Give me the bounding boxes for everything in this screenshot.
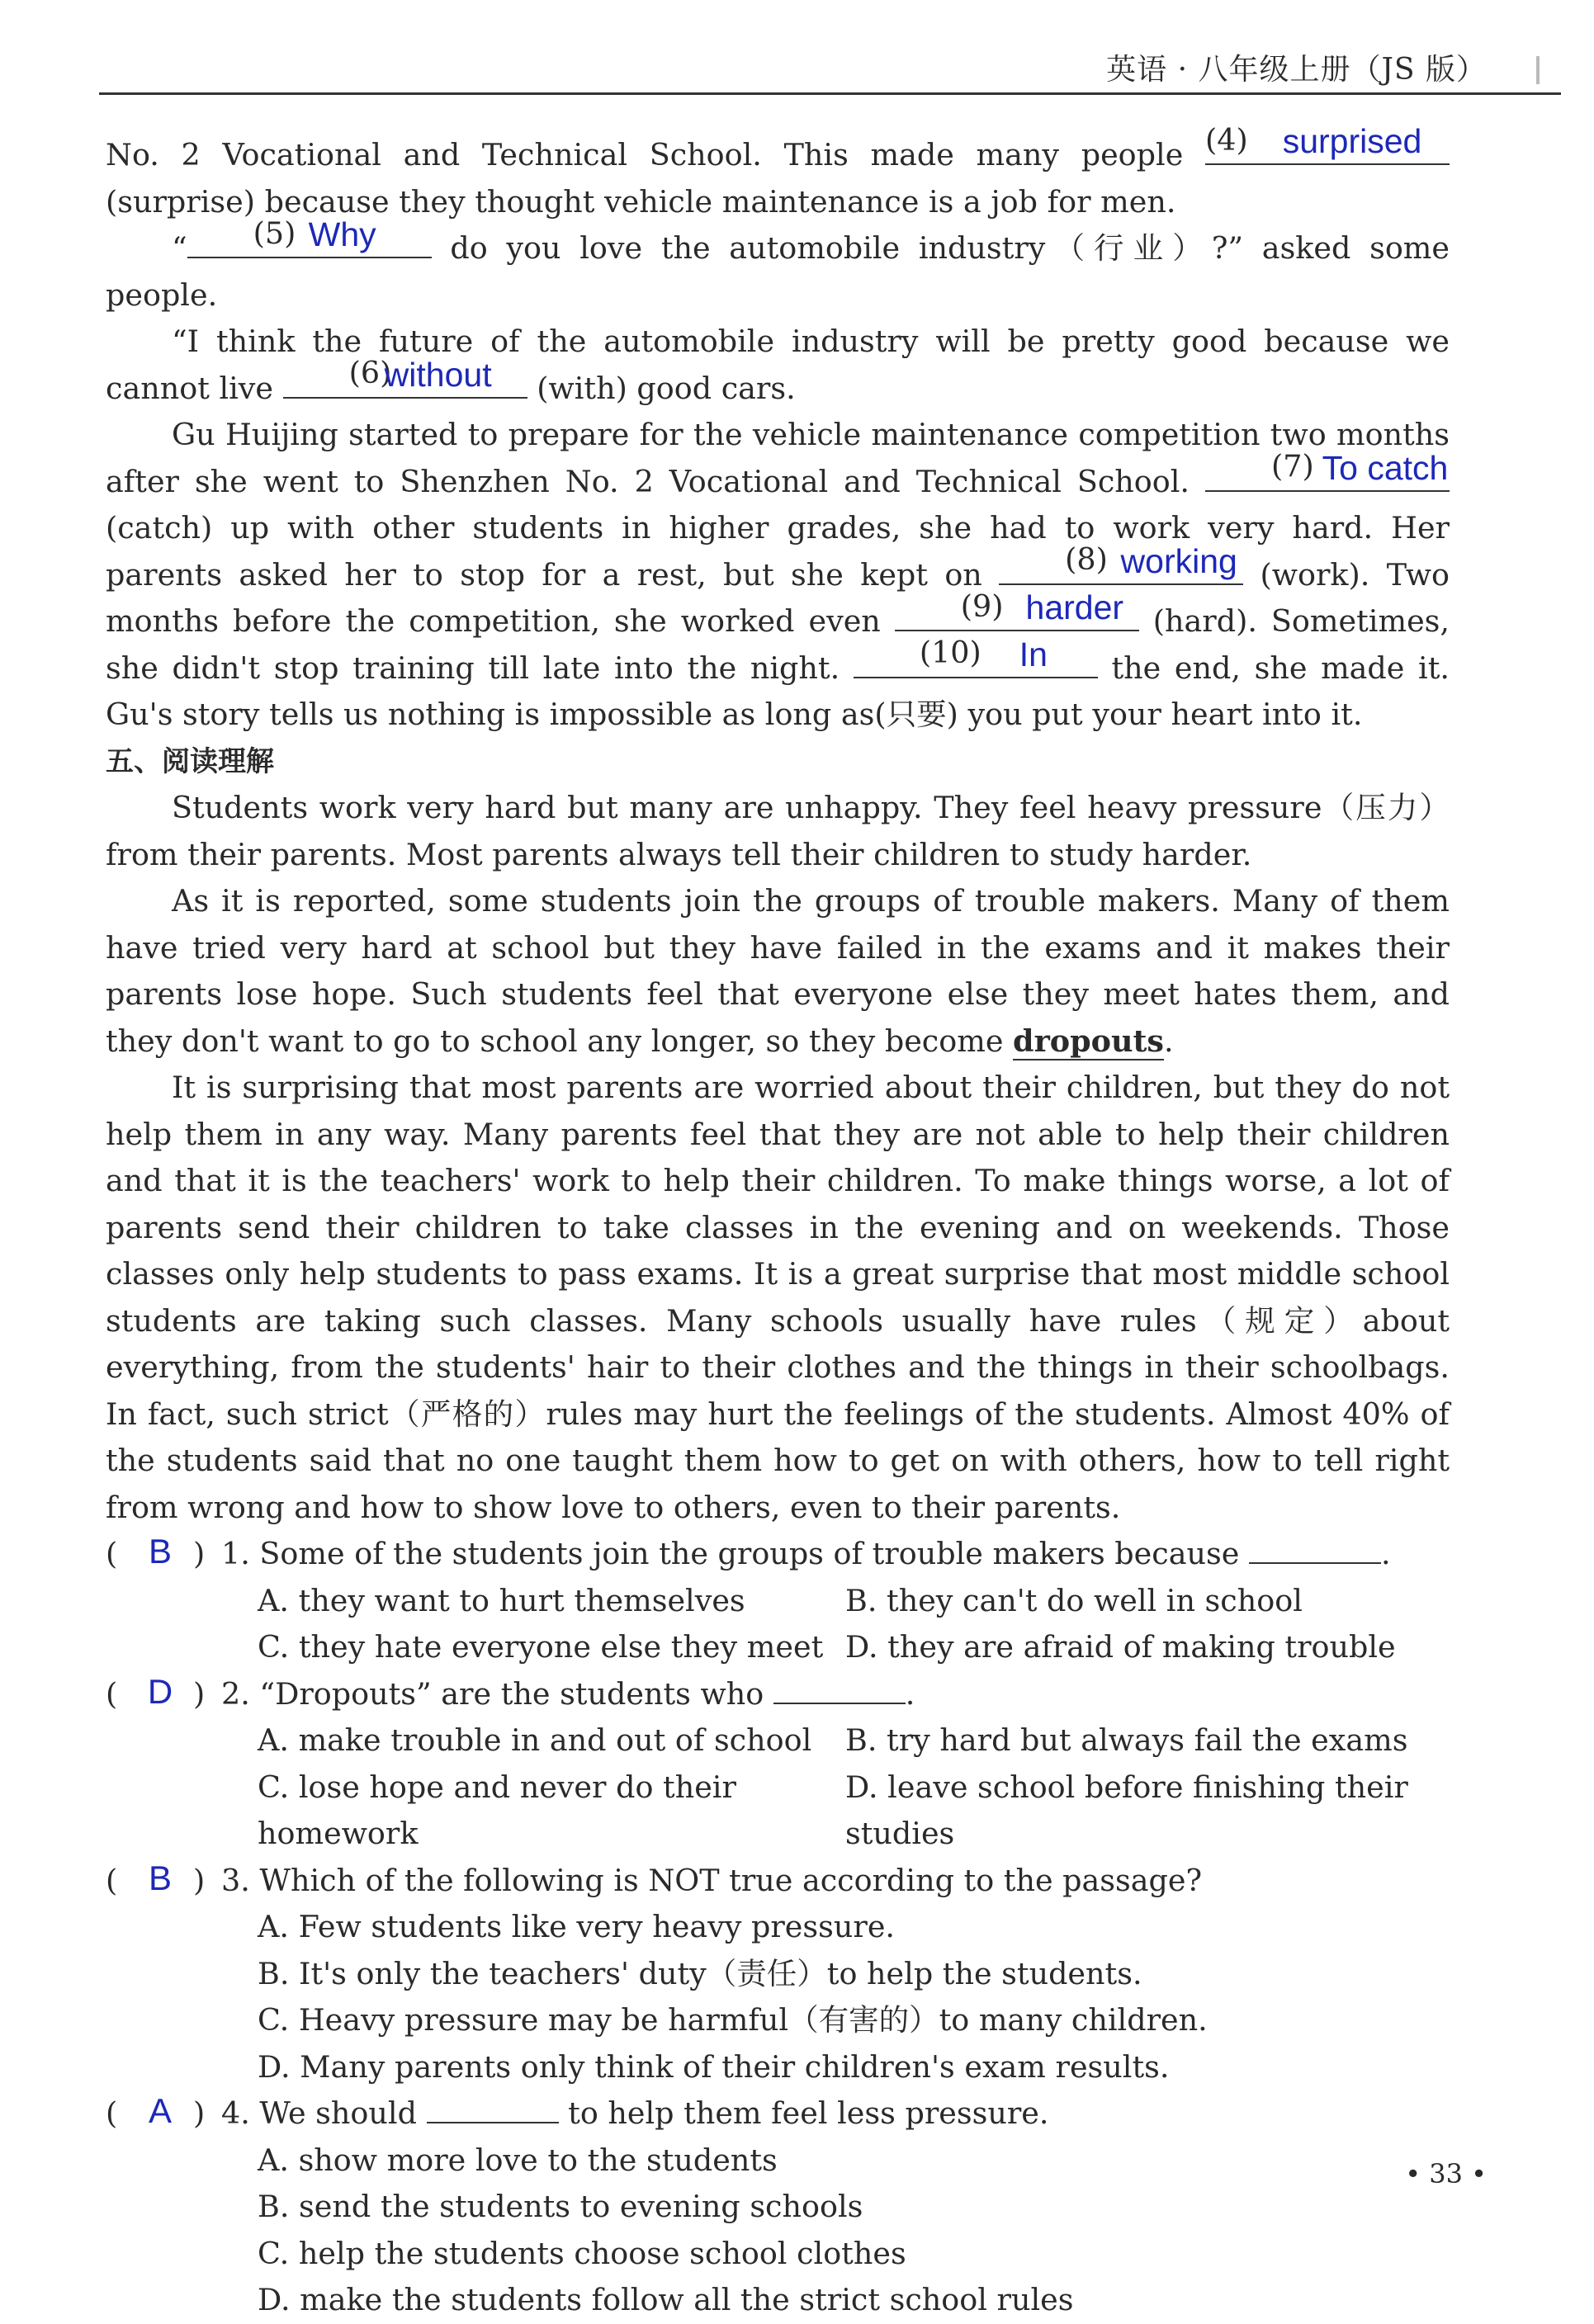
option[interactable]: C. Heavy pressure may be harmful（有害的）to many children. [258,2002,1208,2038]
section-title-reading: 五、阅读理解 [106,744,274,778]
option[interactable]: D. Many parents only think of their children's exam results. [258,2048,1170,2085]
option[interactable]: B. they can't do well in school [845,1582,1303,1618]
blank-5[interactable]: (5) Why [187,227,432,259]
question-3-answer[interactable]: B [148,1858,172,1897]
blank-6[interactable]: (6) without [283,366,527,399]
reading-paragraph-2: As it is reported, some students join the groups of trouble makers. Many of them have tried very hard at school but they have failed in the exams and it makes their parents lose hope. Such students feel that everyone else they meet hates them, and they don't want to go to school any longer, so they become dropouts. [106,883,1450,1059]
page-content [106,121,1450,2324]
option[interactable]: A. Few students like very heavy pressure. [258,1909,896,1944]
header-edge-mark [1536,56,1540,84]
question-1-options-row-2 [106,1624,1450,1671]
answer-7: To catch [1322,448,1449,487]
option[interactable]: C. help the students choose school clothes [258,2235,906,2271]
question-2-options-row-1 [106,1717,1450,1764]
question-1: ( B ) 1. Some of the students join the groups of trouble makers because . [106,1531,1450,1578]
question-1-options-row-1 [106,1578,1450,1625]
answer-10: In [1019,635,1048,673]
passage-line-3: “I think the future of the automobile industry will be pretty good because we cannot live (6) without (with) good cars. [106,324,1450,406]
option[interactable]: B. It's only the teachers' duty（责任）to help the students. [258,1955,1142,1991]
answer-9: harder [1025,588,1124,626]
passage-line-2: “ (5) Why do you love the automobile industry（行业）?” asked some people. [106,215,1450,313]
option[interactable]: C. lose hope and never do their homework [258,1769,736,1851]
option[interactable]: D. they are afraid of making trouble [845,1629,1396,1665]
blank-7[interactable]: (7) To catch [1205,460,1450,492]
question-2-options-row-2 [106,1764,1450,1858]
blank-9[interactable]: (9) harder [895,600,1139,632]
question-4-answer[interactable]: A [148,2091,172,2130]
answer-8: working [1120,541,1237,580]
page-number: • 33 • [1405,2158,1487,2189]
question-1-blank[interactable] [1249,1533,1381,1565]
option[interactable]: B. try hard but always fail the exams [845,1722,1408,1758]
keyword-dropouts: dropouts [1013,1023,1164,1059]
question-4: ( A ) 4. We should to help them feel less pressure. [106,2090,1450,2137]
question-2-answer[interactable]: D [147,1671,173,1711]
question-2: ( D ) 2. “Dropouts” are the students who . [106,1671,1450,1718]
reading-paragraph-1: Students work very hard but many are unhappy. They feel heavy pressure（压力）from their parents. Most parents always tell their children to study harder. [106,790,1450,872]
header-title: 英语 · 八年级上册（JS 版） [1106,53,1487,87]
header-rule [99,92,1561,95]
answer-6: without [384,355,492,394]
reading-paragraph-3: It is surprising that most parents are worried about their children, but they do not help them in any way. Many parents feel that they are not able to help their children and that it is the teachers' work to help their children. To make things worse, a lot of parents send their children to take classes in the evening and on weekends. Those classes only help students to pass exams. It is a great surprise that most middle school students are taking such classes. Many schools usually have rules（规定）about everything, from the students' hair to their clothes and the things in their schoolbags. In fact, such strict（严格的）rules may hurt the feelings of the students. Almost 40% of the students said that no one taught them how to get on with others, how to tell right from wrong and how to show love to others, even to their parents. [106,1070,1450,1525]
option[interactable]: A. they want to hurt themselves [258,1582,745,1618]
blank-8[interactable]: (8) working [999,553,1243,585]
option[interactable]: A. show more love to the students [258,2142,778,2178]
answer-5: Why [308,215,376,253]
option[interactable]: D. leave school before finishing their studies [845,1769,1408,1851]
option[interactable]: B. send the students to evening schools [258,2189,863,2224]
blank-4[interactable]: (4) surprised [1205,134,1450,166]
blank-10[interactable]: (10) In [854,646,1098,678]
question-3: ( B ) 3. Which of the following is NOT true according to the passage? [106,1858,1450,1905]
option[interactable]: D. make the students follow all the strict school rules [258,2282,1074,2317]
answer-4: surprised [1282,122,1422,160]
question-2-blank[interactable] [773,1672,906,1704]
option[interactable]: A. make trouble in and out of school [258,1722,812,1758]
passage-paragraph-gu: Gu Huijing started to prepare for the vehicle maintenance competition two months after she went to Shenzhen No. 2 Vocational and Technical School. (7) To catch (catch) up with other students in higher grades, she had to work very hard. Her parents asked her to stop for a rest, but she kept on (8) working (work). Two months before the competition, she worked even (9) harder (hard). Sometimes, she didn't stop training till late into the night. (10) In the end, she made it. Gu's story tells us nothing is impossible as long as(只要) you put your heart into it. [106,417,1450,732]
passage-line-1: No. 2 Vocational and Technical School. This made many people (4) surprised (surprise) because they thought vehicle maintenance is a job for men. [106,132,1450,225]
question-1-answer[interactable]: B [148,1532,172,1571]
question-4-blank[interactable] [427,2092,559,2124]
option[interactable]: C. they hate everyone else they meet [258,1629,824,1665]
